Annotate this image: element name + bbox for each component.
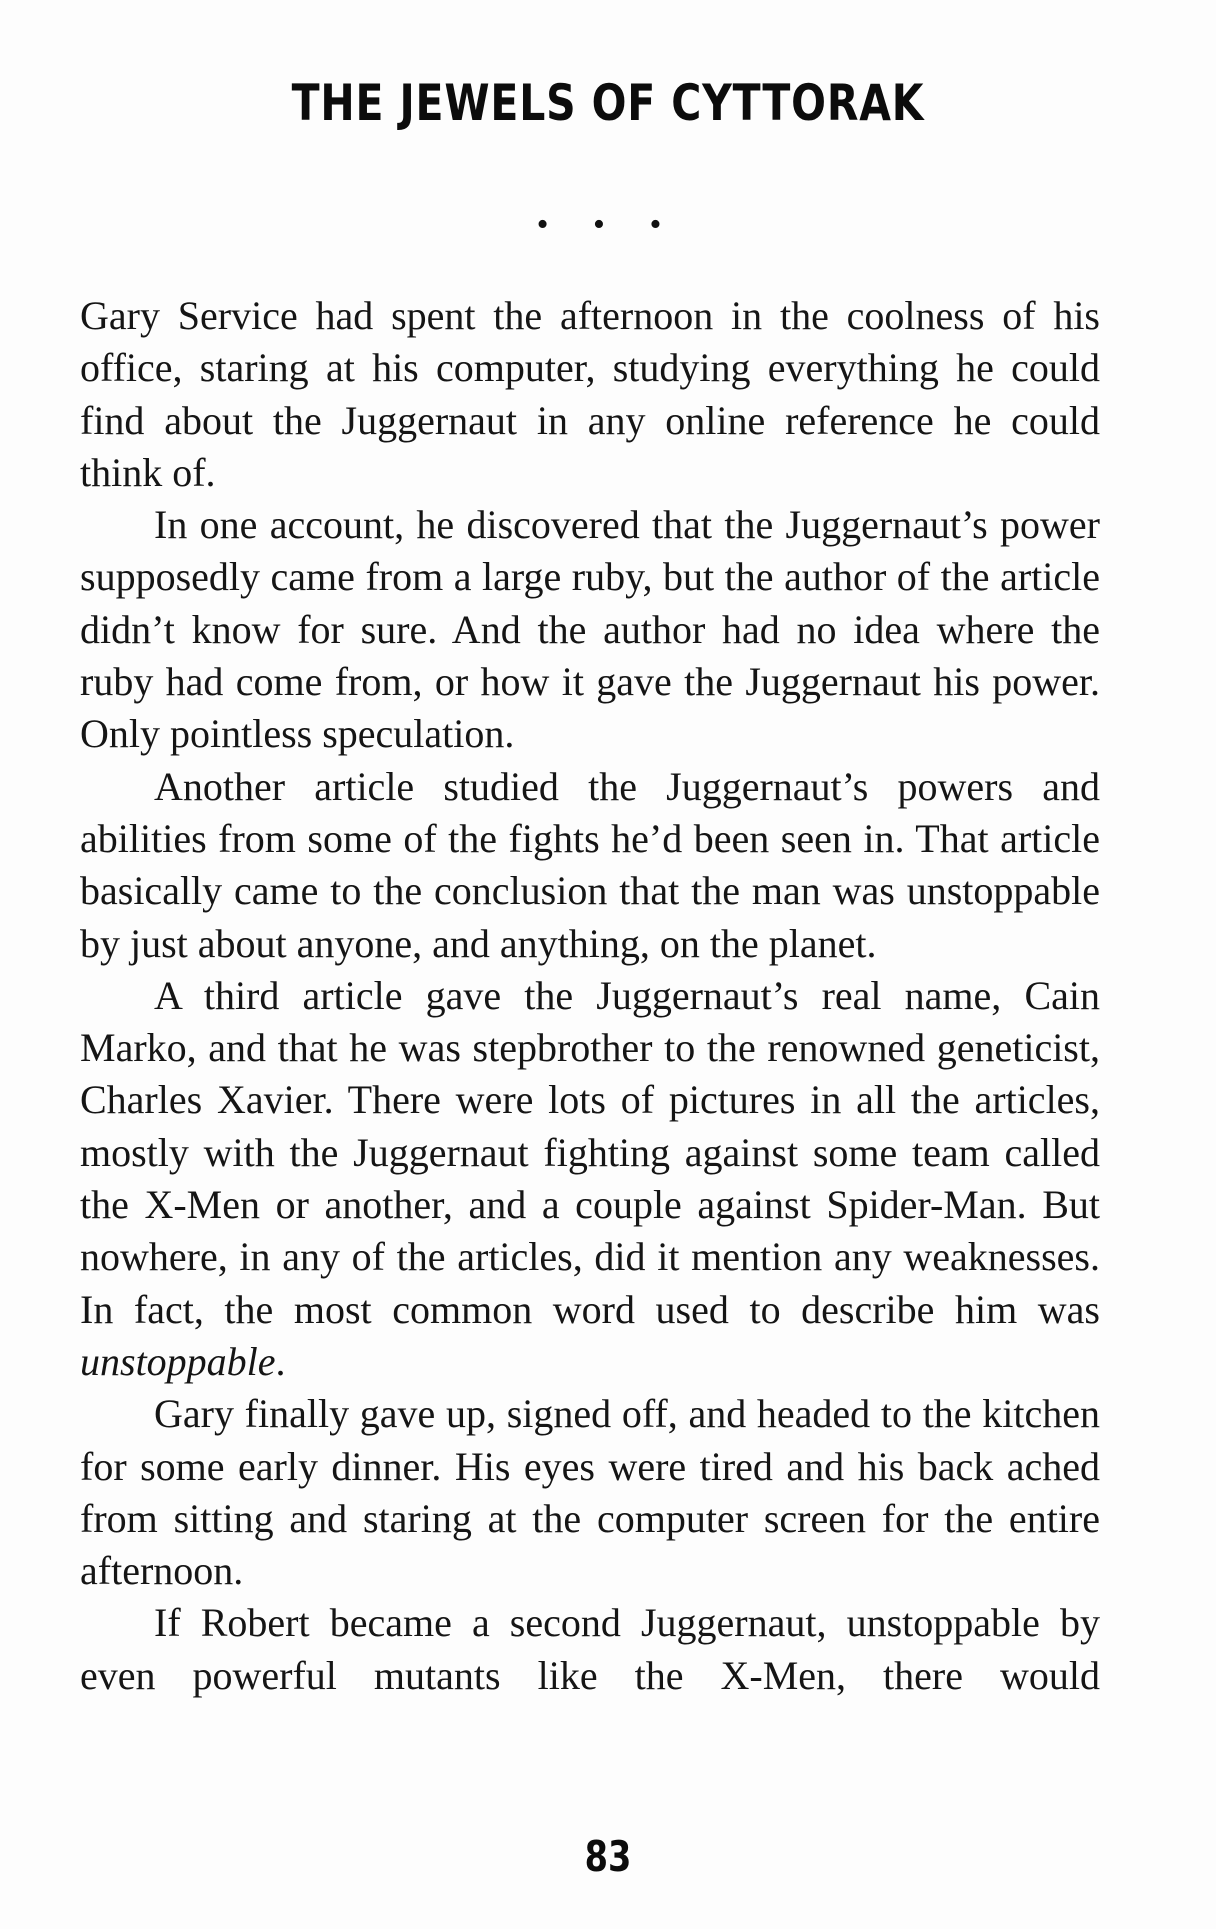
- paragraph-4: [80, 970, 1100, 1388]
- paragraph-2: In one account, he discovered that the Juggernaut’s power supposedly came from a large ruby, but the author of the article didn’t know for sure. And the author had no idea where the ruby had come from, or how it gave the Juggernaut his power. Only pointless speculation.: [80, 502, 1100, 757]
- paragraph-6: If Robert became a second Juggernaut, unstoppable by even powerful mutants like the X-Men, there would: [80, 1600, 1100, 1698]
- body-text: [80, 290, 1100, 1702]
- running-head: THE JEWELS OF CYTTORAK: [291, 74, 925, 132]
- paragraph-4-text: A third article gave the Juggernaut’s real name, Cain Marko, and that he was stepbrother to the renowned geneticist, Charles Xavier. There were lots of pictures in all the articles, mostly with the Juggernaut fighting against some team called the X-Men or another, and a couple against Spider-Man. But nowhere, in any of the articles, did it mention any weaknesses. In fact, the most common word used to describe him was: [80, 972, 1100, 1332]
- paragraph-5: Gary finally gave up, signed off, and headed to the kitchen for some early dinner. His eyes were tired and his back ached from sitting and staring at the computer screen for the entire afternoon.: [80, 1391, 1100, 1594]
- paragraph-1: Gary Service had spent the afternoon in the coolness of his office, staring at his computer, studying everything he could find about the Juggernaut in any online reference he could think of.: [80, 293, 1100, 495]
- page-number: 83: [584, 1832, 632, 1881]
- section-break-ornament: • • •: [536, 206, 680, 243]
- emphasized-word: unstoppable: [80, 1338, 276, 1384]
- paragraph-4-end: .: [275, 1338, 286, 1384]
- paragraph-3: Another article studied the Juggernaut’s powers and abilities from some of the fights he’d been seen in. That article basically came to the conclusion that the man was unstoppable by just about anyone, and anything, on the planet.: [80, 763, 1100, 966]
